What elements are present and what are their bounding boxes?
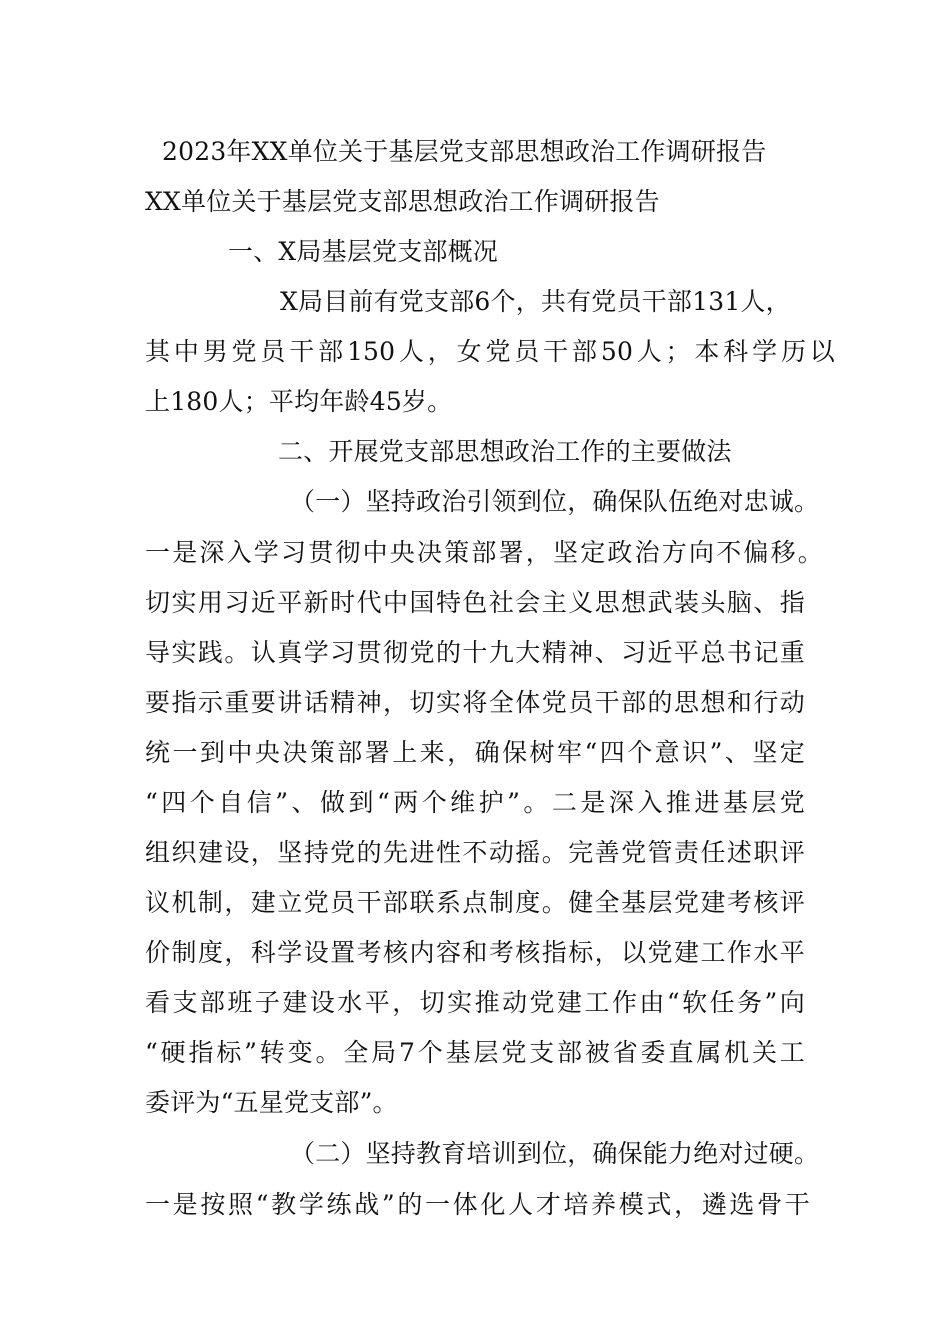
- paragraph-line: 统一到中央决策部署上来，确保树牢“四个意识”、坚定: [145, 738, 805, 767]
- paragraph-line: 切实用习近平新时代中国特色社会主义思想武装头脑、指: [145, 588, 805, 617]
- subsection-heading-1: （一）坚持政治引领到位，确保队伍绝对忠诚。: [290, 487, 820, 516]
- paragraph-line: “四个自信”、做到“两个维护”。二是深入推进基层党: [145, 788, 805, 817]
- paragraph-line: 议机制，建立党员干部联系点制度。健全基层党建考核评: [145, 888, 805, 917]
- subsection-heading-2: （二）坚持教育培训到位，确保能力绝对过硬。: [290, 1139, 820, 1168]
- paragraph-line: “硬指标”转变。全局7个基层党支部被省委直属机关工: [145, 1038, 805, 1067]
- paragraph-line: X局目前有党支部6个，共有党员干部131人，: [280, 287, 791, 316]
- paragraph-line: 一是按照“教学练战”的一体化人才培养模式，遴选骨干: [145, 1190, 810, 1219]
- paragraph-line: 看支部班子建设水平，切实推动党建工作由“软任务”向: [145, 988, 805, 1017]
- section-heading-1: 一、X局基层党支部概况: [228, 237, 498, 266]
- paragraph-line: 组织建设，坚持党的先进性不动摇。完善党管责任述职评: [145, 838, 805, 867]
- document-title: 2023年XX单位关于基层党支部思想政治工作调研报告: [162, 137, 767, 166]
- paragraph-line: 委评为“五星党支部”。: [145, 1088, 398, 1117]
- paragraph-line: 要指示重要讲话精神，切实将全体党员干部的思想和行动: [145, 688, 805, 717]
- paragraph-line: 其中男党员干部150人，女党员干部50人；本科学历以: [145, 337, 835, 366]
- paragraph-line: 一是深入学习贯彻中央决策部署，坚定政治方向不偏移。: [145, 538, 823, 567]
- paragraph-line: 价制度，科学设置考核内容和考核指标，以党建工作水平: [145, 938, 805, 967]
- document-subtitle: XX单位关于基层党支部思想政治工作调研报告: [145, 187, 660, 216]
- section-heading-2: 二、开展党支部思想政治工作的主要做法: [278, 437, 732, 466]
- paragraph-line: 上180人；平均年龄45岁。: [145, 387, 453, 416]
- paragraph-line: 导实践。认真学习贯彻党的十九大精神、习近平总书记重: [145, 638, 805, 667]
